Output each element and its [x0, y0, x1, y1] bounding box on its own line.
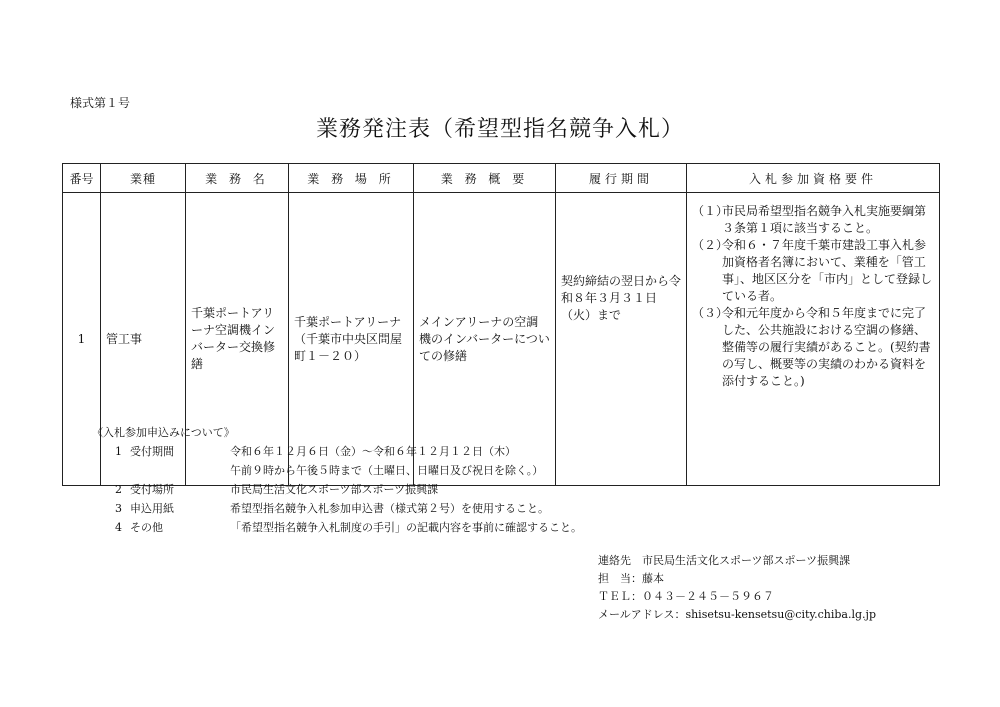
cell-requirements — [687, 193, 940, 486]
contact-tel: ＴＥＬ：０４３－２４５－５９６７ — [598, 590, 774, 603]
requirement-text: 市民局希望型指名競争入札実施要綱第３条第１項に該当すること。 — [722, 204, 927, 235]
note-index: 3 — [115, 502, 122, 515]
header-requirements: 入札参加資格要件 — [687, 164, 940, 193]
note-value: 市民局生活文化スポーツ部スポーツ振興課 — [230, 483, 439, 496]
note-index: 2 — [115, 483, 122, 496]
requirement-item — [692, 237, 934, 305]
contact-email: メールアドレス：shisetsu-kensetsu@city.chiba.lg.jp — [598, 608, 876, 621]
note-row — [92, 480, 582, 499]
requirement-number: （１） — [692, 204, 729, 218]
note-label: 受付期間 — [130, 445, 174, 458]
requirement-number: （２） — [692, 238, 729, 252]
notes-heading: 《入札参加申込みについて》 — [92, 426, 235, 439]
requirements-list — [692, 203, 934, 390]
contact-dept: 連絡先 市民局生活文化スポーツ部スポーツ振興課 — [598, 554, 851, 567]
header-place: 業 務 場 所 — [289, 164, 414, 193]
requirement-item — [692, 305, 934, 390]
note-value: 令和６年１２月６日（金）～令和６年１２月１２日（木） — [230, 445, 516, 458]
form-number: 様式第１号 — [70, 96, 131, 110]
note-index — [92, 461, 130, 480]
cell-number: 1 — [63, 193, 101, 486]
note-row — [92, 442, 582, 461]
note-value: 午前９時から午後５時まで（土曜日、日曜日及び祝日を除く。） — [230, 464, 544, 477]
note-value: 希望型指名競争入札参加申込書（様式第２号）を使用すること。 — [230, 502, 549, 515]
contact-info — [598, 552, 876, 624]
cell-period: 契約締結の翌日から令和８年３月３１日（火）まで — [556, 193, 687, 486]
note-label: 受付場所 — [130, 483, 174, 496]
note-row — [92, 461, 582, 480]
requirement-number: （３） — [692, 306, 729, 320]
table-header-row — [63, 164, 940, 193]
note-index: 4 — [115, 521, 122, 534]
cell-place: 千葉ポートアリーナ（千葉市中央区問屋町１－２０） — [289, 193, 414, 486]
note-row — [92, 499, 582, 518]
header-name: 業 務 名 — [186, 164, 289, 193]
page-title: 業務発注表（希望型指名競争入札） — [315, 117, 684, 142]
note-label: 申込用紙 — [130, 502, 174, 515]
requirement-item — [692, 203, 934, 237]
requirement-text: 令和６・７年度千葉市建設工事入札参加資格者名簿において、業種を「管工事」、地区区分を「市内」として登録している者。 — [722, 238, 933, 303]
cell-type: 管工事 — [101, 193, 186, 486]
requirement-text: 令和元年度から令和５年度までに完了した、公共施設における空調の修繕、整備等の履行実績があること。(契約書の写し、概要等の実績のわかる資料を添付すること。) — [722, 306, 931, 388]
note-label — [130, 461, 230, 480]
note-label: その他 — [130, 521, 163, 534]
cell-summary: メインアリーナの空調機のインバーターについての修繕 — [414, 193, 556, 486]
cell-name: 千葉ポートアリーナ空調機インバーター交換修繕 — [186, 193, 289, 486]
header-summary: 業 務 概 要 — [414, 164, 556, 193]
contact-person: 担 当：藤本 — [598, 572, 664, 585]
note-index: 1 — [115, 445, 122, 458]
note-value: 「希望型指名競争入札制度の手引」の記載内容を事前に確認すること。 — [230, 521, 582, 534]
header-number: 番号 — [63, 164, 101, 193]
application-notes — [92, 423, 582, 537]
header-period: 履行期間 — [556, 164, 687, 193]
note-row — [92, 518, 582, 537]
header-type: 業種 — [101, 164, 186, 193]
